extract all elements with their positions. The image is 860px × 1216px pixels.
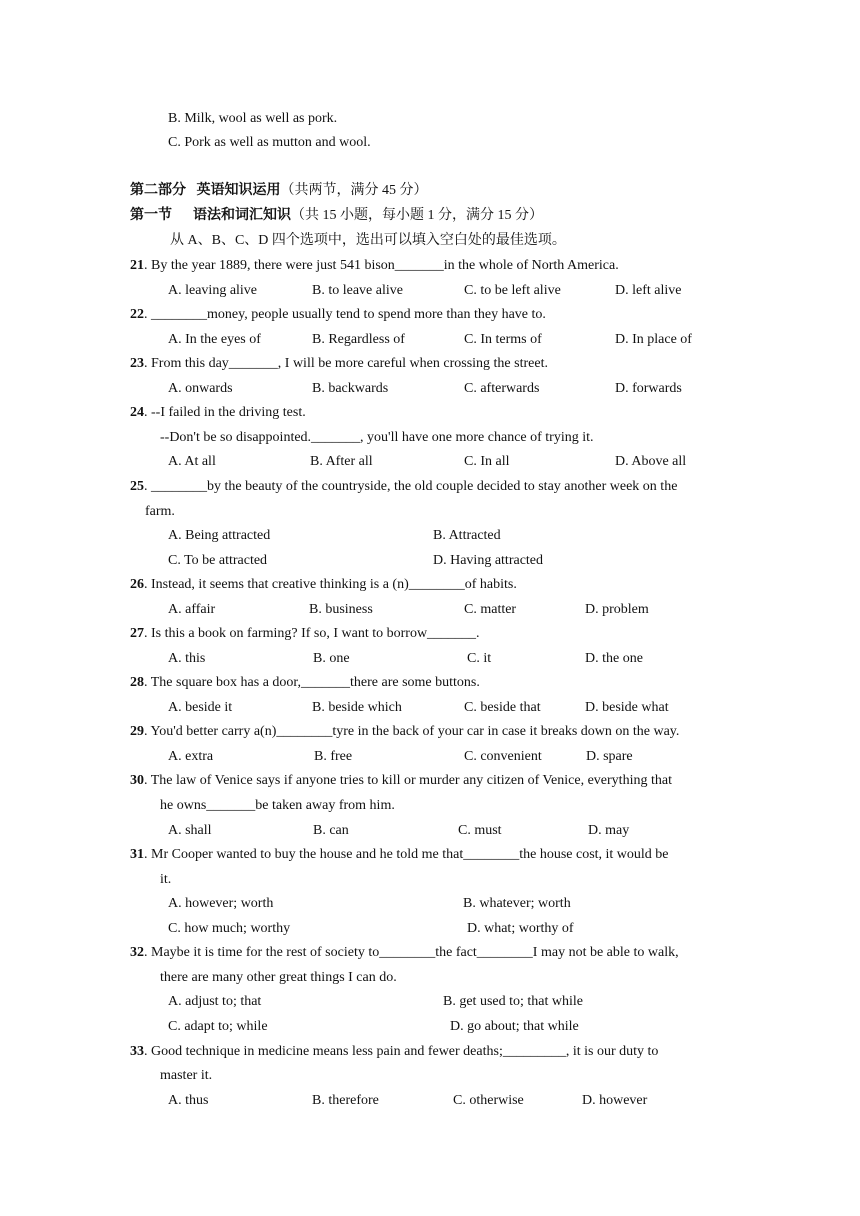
q24-option-a: A. At all — [168, 454, 216, 469]
q27-option-a: A. this — [168, 651, 206, 666]
q23-option-d: D. forwards — [615, 381, 682, 396]
q29-option-a: A. extra — [168, 749, 214, 764]
q21-option-b: B. to leave alive — [312, 283, 403, 298]
question-32-stem-2: there are many other great things I can do. — [160, 970, 397, 985]
q21-option-d: D. left alive — [615, 283, 682, 298]
q30-option-c: C. must — [458, 823, 502, 838]
q29-option-d: D. spare — [586, 749, 633, 764]
question-33-stem-2: master it. — [160, 1068, 213, 1083]
q32-option-a: A. adjust to; that — [168, 994, 262, 1009]
question-25-stem-2: farm. — [145, 504, 175, 519]
part-score: （共两节，满分 45 分） — [280, 183, 428, 198]
q31-option-c: C. how much; worthy — [168, 921, 291, 936]
question-33-stem: 33. Good technique in medicine means less pain and fewer deaths;_________, it is our duty to — [130, 1044, 659, 1059]
q24-option-b: B. After all — [310, 454, 373, 469]
question-30-stem: 30. The law of Venice says if anyone tries to kill or murder any citizen of Venice, everything that — [130, 773, 672, 788]
section-instruction: 从 A、B、C、D 四个选项中，选出可以填入空白处的最佳选项。 — [170, 233, 566, 248]
q31-option-b: B. whatever; worth — [463, 896, 571, 911]
q27-option-d: D. the one — [585, 651, 643, 666]
q32-option-d: D. go about; that while — [450, 1019, 579, 1034]
question-26-stem: 26. Instead, it seems that creative thinking is a (n)________of habits. — [130, 577, 517, 592]
q31-option-a: A. however; worth — [168, 896, 274, 911]
question-32-stem: 32. Maybe it is time for the rest of society to________the fact________I may not be able to walk, — [130, 945, 679, 960]
part-name: 英语知识运用 — [196, 183, 281, 198]
q28-option-c: C. beside that — [464, 700, 541, 715]
part-title: 第二部分 — [130, 183, 186, 198]
q32-option-b: B. get used to; that while — [443, 994, 583, 1009]
q22-option-d: D. In place of — [615, 332, 692, 347]
q33-option-b: B. therefore — [312, 1093, 379, 1108]
q31-option-d: D. what; worthy of — [467, 921, 574, 936]
q28-option-a: A. beside it — [168, 700, 233, 715]
q33-option-c: C. otherwise — [453, 1093, 524, 1108]
q22-option-b: B. Regardless of — [312, 332, 405, 347]
q23-option-b: B. backwards — [312, 381, 389, 396]
q24-option-c: C. In all — [464, 454, 510, 469]
q26-option-b: B. business — [309, 602, 373, 617]
section-heading — [130, 207, 543, 225]
q30-option-d: D. may — [588, 823, 630, 838]
q26-option-c: C. matter — [464, 602, 517, 617]
question-30-stem-2: he owns_______be taken away from him. — [160, 798, 395, 813]
question-28-stem: 28. The square box has a door,_______there are some buttons. — [130, 675, 480, 690]
question-31-stem-2: it. — [160, 872, 172, 887]
q23-option-c: C. afterwards — [464, 381, 540, 396]
q33-option-d: D. however — [582, 1093, 648, 1108]
question-22-stem: 22. ________money, people usually tend to spend more than they have to. — [130, 307, 546, 322]
q25-option-c: C. To be attracted — [168, 553, 268, 568]
q33-option-a: A. thus — [168, 1093, 209, 1108]
question-21-stem: 21. By the year 1889, there were just 541 bison_______in the whole of North America. — [130, 258, 619, 273]
section-name: 语法和词汇知识 — [193, 208, 291, 223]
q25-option-d: D. Having attracted — [433, 553, 544, 568]
q25-option-b: B. Attracted — [433, 528, 501, 543]
q28-option-d: D. beside what — [585, 700, 669, 715]
question-27-stem: 27. Is this a book on farming? If so, I want to borrow_______. — [130, 626, 480, 641]
part-heading — [130, 182, 428, 200]
q30-option-b: B. can — [313, 823, 349, 838]
question-23-stem: 23. From this day_______, I will be more careful when crossing the street. — [130, 356, 548, 371]
question-25-stem: 25. ________by the beauty of the countryside, the old couple decided to stay another week on the — [130, 479, 678, 494]
prev-option-c: C. Pork as well as mutton and wool. — [168, 135, 371, 150]
q25-option-a: A. Being attracted — [168, 528, 271, 543]
q30-option-a: A. shall — [168, 823, 212, 838]
section-title: 第一节 — [130, 208, 172, 223]
q27-option-c: C. it — [467, 651, 492, 666]
q29-option-b: B. free — [314, 749, 353, 764]
q28-option-b: B. beside which — [312, 700, 402, 715]
q32-option-c: C. adapt to; while — [168, 1019, 268, 1034]
q27-option-b: B. one — [313, 651, 350, 666]
q24-option-d: D. Above all — [615, 454, 687, 469]
question-24-stem: 24. --I failed in the driving test. — [130, 405, 306, 420]
q23-option-a: A. onwards — [168, 381, 233, 396]
q26-option-d: D. problem — [585, 602, 649, 617]
section-score: （共 15 小题，每小题 1 分，满分 15 分） — [291, 208, 543, 223]
q22-option-a: A. In the eyes of — [168, 332, 261, 347]
q21-option-c: C. to be left alive — [464, 283, 561, 298]
prev-option-b: B. Milk, wool as well as pork. — [168, 111, 338, 126]
q22-option-c: C. In terms of — [464, 332, 542, 347]
q26-option-a: A. affair — [168, 602, 216, 617]
question-29-stem: 29. You'd better carry a(n)________tyre in the back of your car in case it breaks down on the way. — [130, 724, 680, 739]
q29-option-c: C. convenient — [464, 749, 542, 764]
q21-option-a: A. leaving alive — [168, 283, 258, 298]
question-31-stem: 31. Mr Cooper wanted to buy the house and he told me that________the house cost, it would be — [130, 847, 669, 862]
question-24-stem-2: --Don't be so disappointed._______, you'll have one more chance of trying it. — [160, 430, 594, 445]
